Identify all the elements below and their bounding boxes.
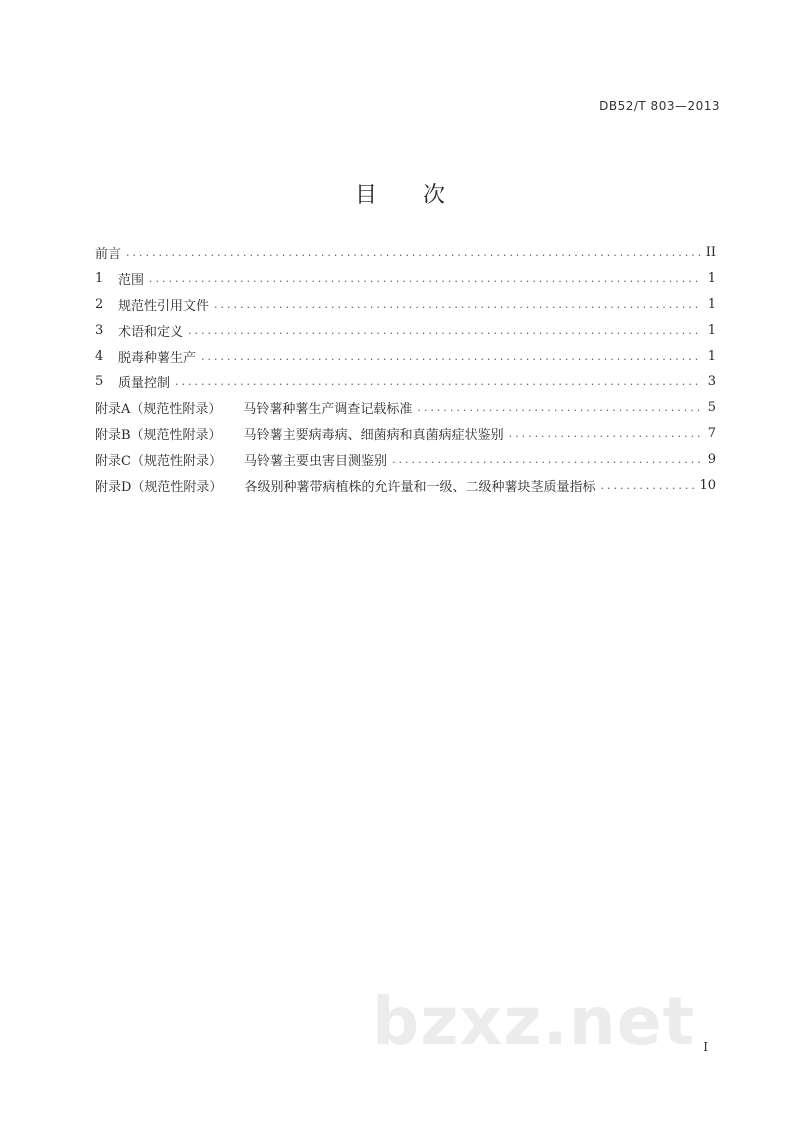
toc-entry-title: 脱毒种薯生产 xyxy=(118,350,197,366)
toc-entry-appendix-a[interactable] xyxy=(95,395,716,421)
toc-entry-page: II xyxy=(705,245,716,261)
toc-entry-3[interactable] xyxy=(95,317,716,343)
toc-entry-number: 1 xyxy=(95,271,104,287)
toc-entry-appendix-d[interactable] xyxy=(95,472,716,498)
toc-entry-appendix-c[interactable] xyxy=(95,446,716,472)
toc-leader-dots xyxy=(214,299,701,310)
toc-entry-1[interactable] xyxy=(95,266,716,292)
toc-leader-dots xyxy=(188,325,701,336)
toc-leader-dots xyxy=(149,273,701,284)
toc-entry-title: 前言 xyxy=(95,247,122,263)
appendix-label: 附录A（规范性附录） xyxy=(95,402,222,418)
toc-leader-dots xyxy=(509,428,701,439)
toc-entry-page: 7 xyxy=(707,425,716,441)
toc-entry-number: 2 xyxy=(95,296,104,312)
toc-entry-title: 术语和定义 xyxy=(118,324,184,340)
toc-leader-dots xyxy=(175,376,701,387)
appendix-title: 马铃薯种薯生产调查记载标准 xyxy=(243,402,413,418)
toc-entry-number: 3 xyxy=(95,322,104,338)
toc-entry-foreword[interactable] xyxy=(95,240,716,266)
toc-entry-number: 4 xyxy=(95,348,104,364)
toc-entry-page: 3 xyxy=(707,374,716,390)
toc-leader-dots xyxy=(417,402,701,413)
toc-entry-page: 1 xyxy=(707,348,716,364)
appendix-title: 马铃薯主要虫害目测鉴别 xyxy=(243,453,387,469)
appendix-label: 附录D（规范性附录） xyxy=(95,479,223,495)
table-of-contents xyxy=(95,240,716,498)
page-number: I xyxy=(703,1040,708,1054)
page-title: 目次 xyxy=(354,183,491,208)
toc-leader-dots xyxy=(600,480,694,491)
toc-entry-title: 范围 xyxy=(118,273,145,289)
appendix-title: 各级别种薯带病植株的允许量和一级、二级种薯块茎质量指标 xyxy=(244,479,596,495)
toc-entry-page: 9 xyxy=(707,451,716,467)
toc-leader-dots xyxy=(392,454,701,465)
toc-leader-dots xyxy=(201,351,701,362)
toc-entry-4[interactable] xyxy=(95,343,716,369)
toc-entry-appendix-b[interactable] xyxy=(95,421,716,447)
appendix-title: 马铃薯主要病毒病、细菌病和真菌病症状鉴别 xyxy=(243,427,504,443)
appendix-label: 附录B（规范性附录） xyxy=(95,427,222,443)
toc-entry-2[interactable] xyxy=(95,292,716,318)
toc-entry-5[interactable] xyxy=(95,369,716,395)
toc-entry-page: 1 xyxy=(707,296,716,312)
toc-entry-page: 1 xyxy=(707,322,716,338)
toc-leader-dots xyxy=(126,247,701,258)
toc-entry-title: 规范性引用文件 xyxy=(118,298,210,314)
toc-entry-page: 1 xyxy=(707,271,716,287)
standard-code: DB52/T 803—2013 xyxy=(599,99,720,113)
toc-entry-page: 5 xyxy=(707,400,716,416)
watermark: bzxz.net xyxy=(372,983,696,1060)
toc-entry-page: 10 xyxy=(699,477,716,493)
appendix-label: 附录C（规范性附录） xyxy=(95,453,222,469)
toc-entry-number: 5 xyxy=(95,374,104,390)
toc-entry-title: 质量控制 xyxy=(118,376,171,392)
